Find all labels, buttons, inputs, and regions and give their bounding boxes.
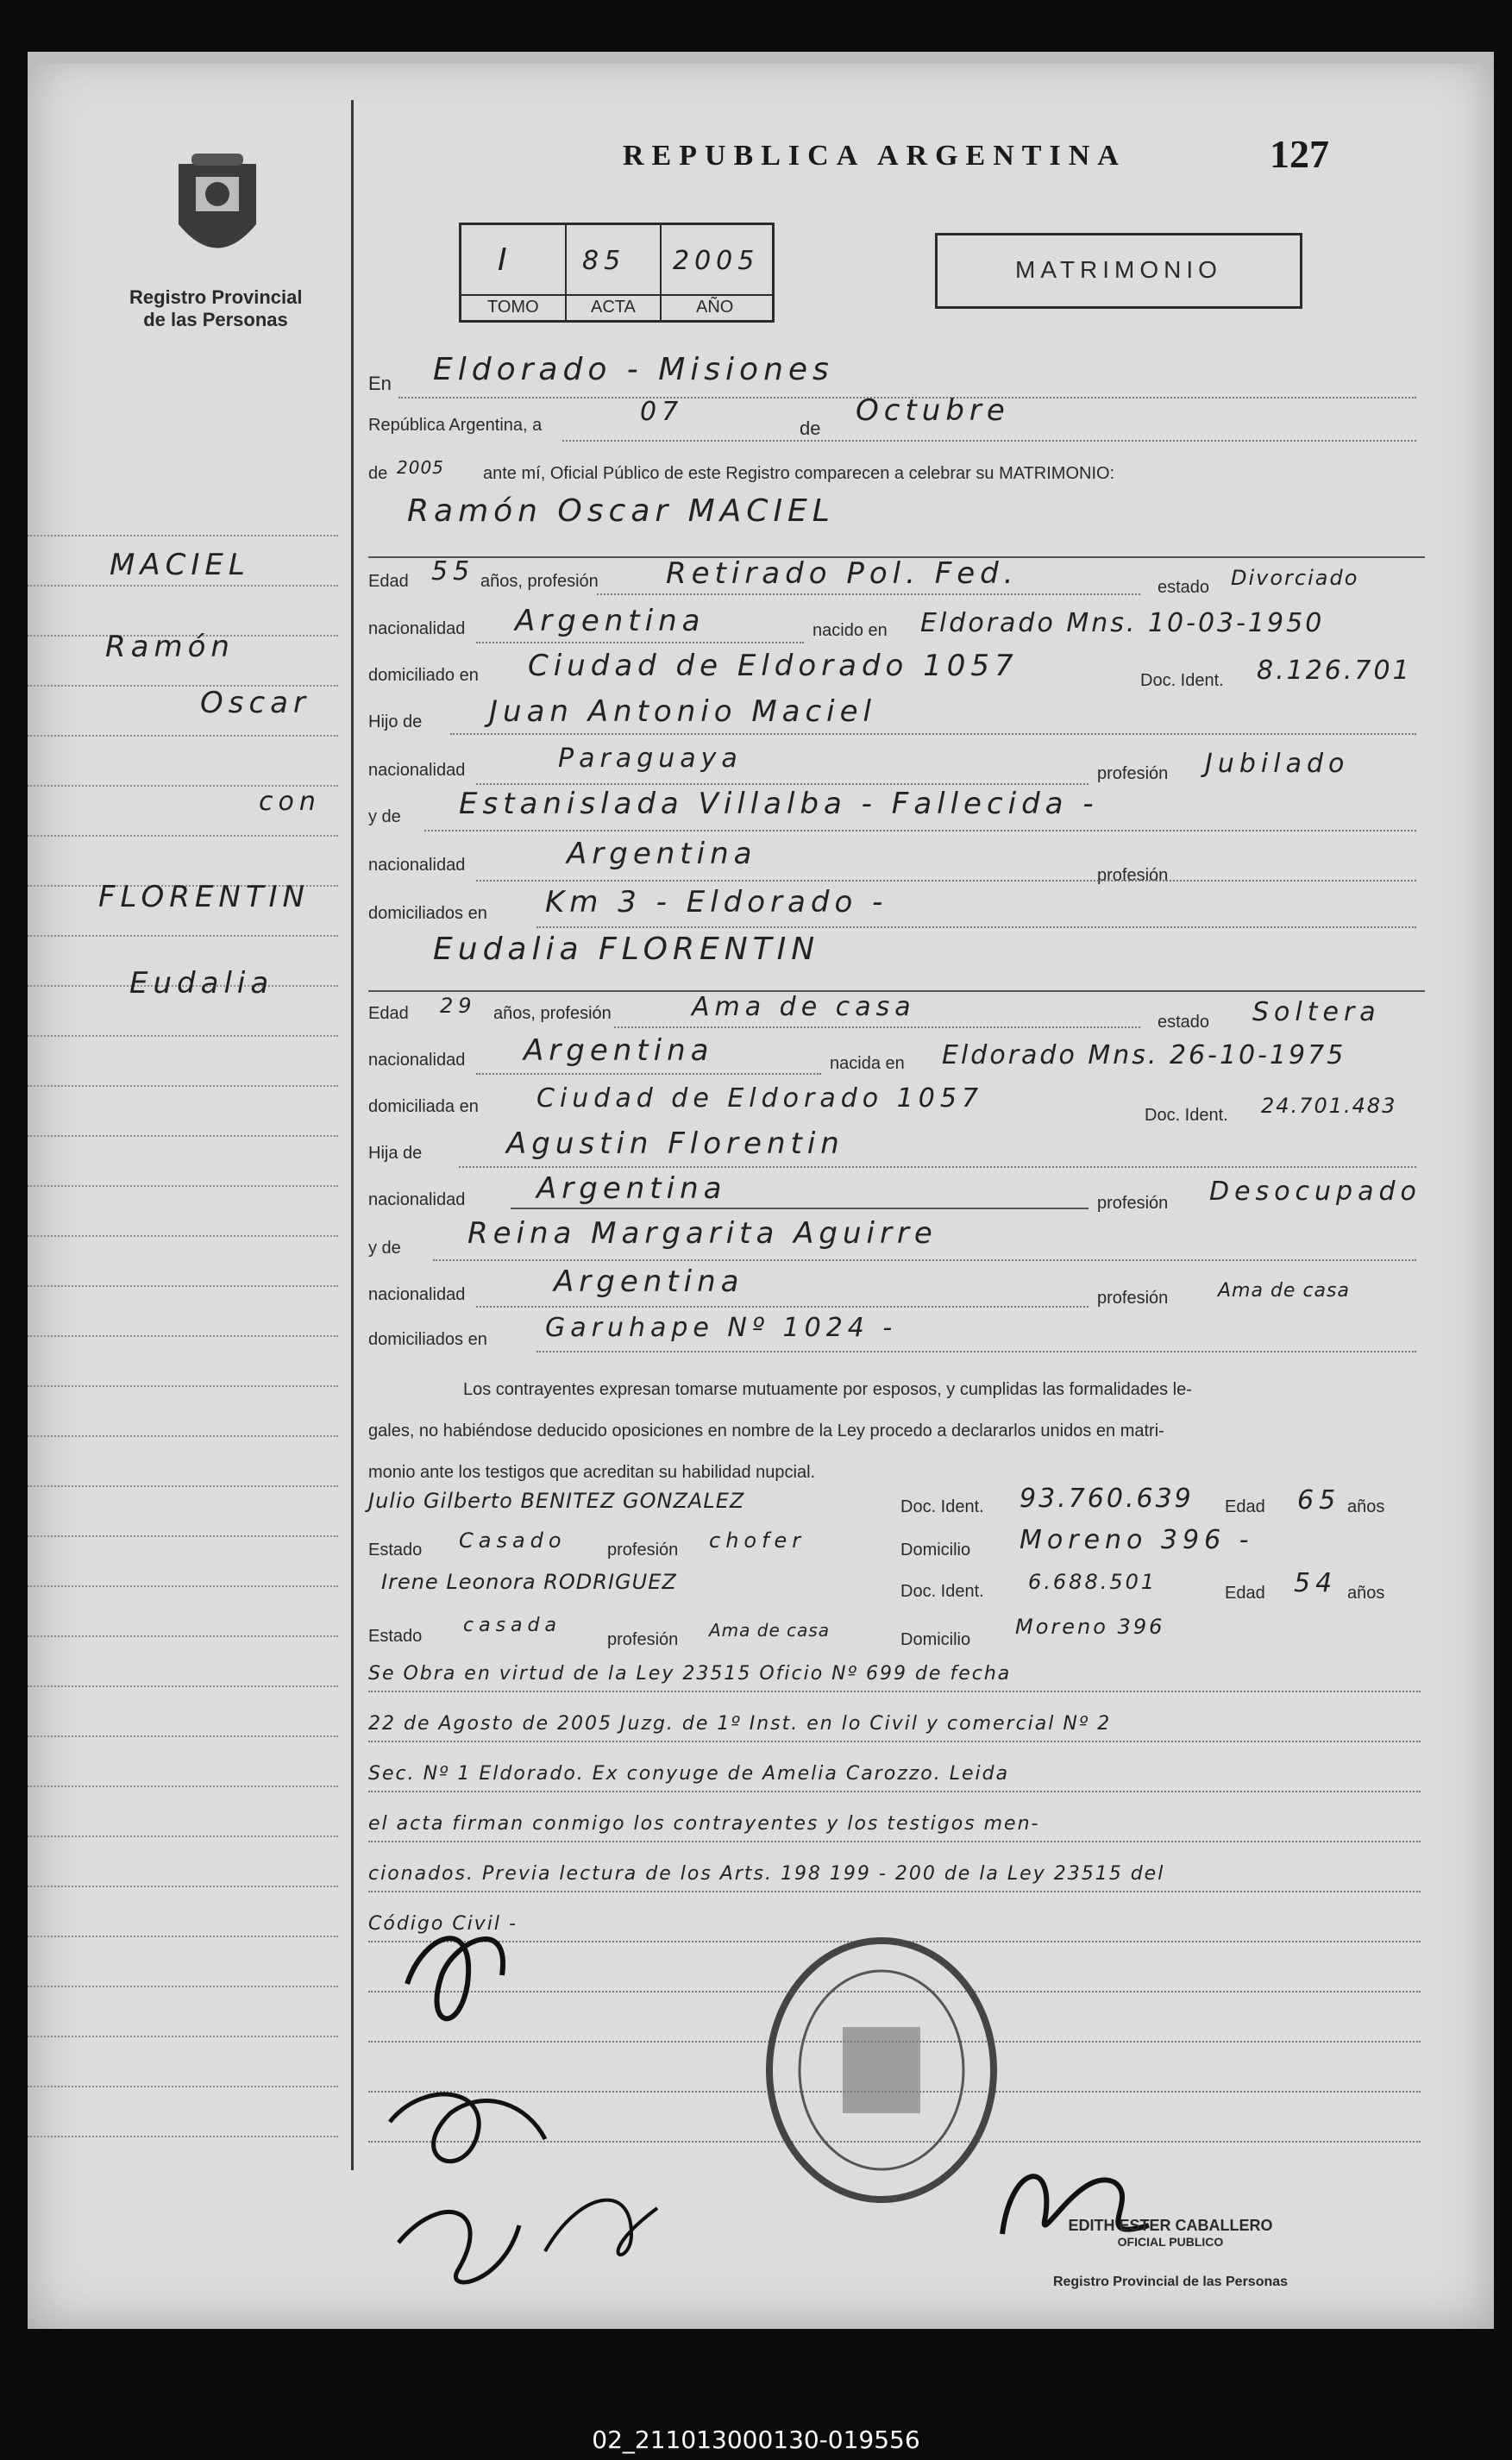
officer-office: Registro Provincial de las Personas (1052, 2275, 1289, 2289)
groom-profession: Retirado Pol. Fed. (666, 556, 1019, 591)
record-box (459, 223, 775, 323)
bride-profession: Ama de casa (692, 992, 916, 1022)
day-value: 07 (640, 397, 684, 427)
bride-estado: Soltera (1252, 997, 1381, 1027)
domiciliados-label: domiciliados en (368, 1330, 487, 1349)
estado-label: estado (1158, 1013, 1210, 1032)
signatures-icon (373, 1880, 700, 2329)
witness1-doc: 93.760.639 (1020, 1484, 1194, 1514)
nacionalidad-label: nacionalidad (368, 1051, 466, 1070)
bride-doc: 24.701.483 (1261, 1094, 1397, 1118)
nacionalidad-label: nacionalidad (368, 856, 466, 875)
profesion-label: profesión (1097, 1289, 1169, 1308)
groom-father: Juan Antonio Maciel (489, 694, 876, 729)
margin-surname-1: MACIEL (110, 548, 250, 582)
hija-label: Hija de (368, 1144, 423, 1163)
groom-mother-nationality: Argentina (567, 837, 757, 871)
witness2-address: Moreno 396 (1015, 1615, 1165, 1639)
edad-label: Edad (1225, 1497, 1265, 1516)
bride-mother-nationality: Argentina (554, 1265, 744, 1299)
witness2-name: Irene Leonora RODRIGUEZ (381, 1570, 677, 1594)
bride-address: Ciudad de Eldorado 1057 (536, 1083, 984, 1114)
nacionalidad-label: nacionalidad (368, 1285, 466, 1304)
declaration-line-1: Los contrayentes expresan tomarse mutuamente por esposos, y cumplidas las formalidades le- (463, 1380, 1192, 1399)
doc-label: Doc. Ident. (900, 1497, 984, 1516)
margin-surname-2: FLORENTIN (98, 880, 310, 914)
acta-label: ACTA (591, 298, 636, 317)
year-value: 2005 (397, 457, 444, 478)
nacido-label: nacido en (812, 621, 888, 640)
witness2-profession: Ama de casa (709, 1620, 831, 1641)
bride-age: 29 (440, 994, 477, 1018)
groom-address: Ciudad de Eldorado 1057 (528, 649, 1019, 683)
margin-con: con (259, 787, 321, 817)
official-seal-icon (761, 1932, 1002, 2208)
bride-nationality: Argentina (524, 1033, 714, 1068)
groom-estado: Divorciado (1231, 566, 1359, 590)
groom-father-profession: Jubilado (1205, 749, 1350, 779)
bride-mother: Reina Margarita Aguirre (467, 1216, 938, 1251)
declaration-line-3: monio ante los testigos que acreditan su habilidad nupcial. (368, 1463, 816, 1482)
bride-name: Eudalia FLORENTIN (433, 932, 820, 967)
doc-label: Doc. Ident. (1140, 671, 1224, 690)
doc-label: Doc. Ident. (900, 1582, 984, 1601)
note-line: Sec. Nº 1 Eldorado. Ex conyuge de Amelia Carozzo. Leida (368, 1763, 1010, 1785)
doc-label: Doc. Ident. (1145, 1106, 1228, 1125)
estado-label: Estado (368, 1541, 423, 1559)
image-id-caption: 02_211013000130-019556 (592, 2425, 920, 2454)
note-line: el acta firman conmigo los contrayentes y los testigos men- (368, 1813, 1040, 1835)
margin-given-1a: Ramón (105, 630, 235, 664)
officer-stamp (1015, 2217, 1326, 2290)
note-line: Código Civil - (368, 1913, 518, 1935)
note-line: Se Obra en virtud de la Ley 23515 Oficio Nº 699 de fecha (368, 1663, 1012, 1685)
type-box (935, 233, 1302, 309)
type-label: MATRIMONIO (1015, 256, 1222, 283)
yde-label: y de (368, 807, 401, 826)
nacionalidad-label: nacionalidad (368, 619, 466, 638)
month-value: Octubre (856, 393, 1010, 428)
document-page (28, 52, 1494, 2329)
profesion-label: años, profesión (480, 572, 599, 591)
groom-name: Ramón Oscar MACIEL (407, 493, 835, 529)
page-edge (28, 52, 1494, 64)
profesion-label: profesión (1097, 764, 1169, 783)
bride-father: Agustin Florentin (506, 1126, 844, 1161)
note-line: 22 de Agosto de 2005 Juzg. de 1º Inst. en lo Civil y comercial Nº 2 (368, 1713, 1112, 1735)
bride-father-nationality: Argentina (536, 1171, 727, 1206)
domiciliados-label: domiciliados en (368, 904, 487, 923)
page-number: 127 (1270, 132, 1329, 176)
intro-text: ante mí, Oficial Público de este Registro comparecen a celebrar su MATRIMONIO: (483, 464, 1115, 483)
tomo-label: TOMO (487, 298, 539, 317)
domiciliada-label: domiciliada en (368, 1097, 479, 1116)
de-label: de (800, 417, 821, 439)
domicilio-label: Domicilio (900, 1541, 971, 1559)
nacionalidad-label: nacionalidad (368, 1190, 466, 1209)
estado-label: estado (1158, 578, 1210, 597)
edad-label: Edad (1225, 1584, 1265, 1603)
witness1-age: 65 (1297, 1485, 1341, 1516)
anio-label: AÑO (696, 298, 734, 317)
witness1-estado: Casado (459, 1528, 567, 1553)
profesion-label: profesión (607, 1541, 679, 1559)
bride-birth: Eldorado Mns. 26-10-1975 (942, 1040, 1346, 1070)
yde-label: y de (368, 1239, 401, 1258)
groom-mother: Estanislada Villalba - Fallecida - (459, 787, 1099, 821)
witness1-profession: chofer (709, 1528, 806, 1553)
domiciliado-label: domiciliado en (368, 666, 479, 685)
domicilio-label: Domicilio (900, 1630, 971, 1649)
estado-label: Estado (368, 1627, 423, 1646)
nacionalidad-label: nacionalidad (368, 761, 466, 780)
bride-mother-profession: Ama de casa (1218, 1280, 1350, 1302)
edad-label: Edad (368, 1004, 409, 1023)
republica-label: República Argentina, a (368, 416, 543, 435)
witness1-name: Julio Gilberto BENITEZ GONZALEZ (368, 1489, 745, 1513)
edad-label: Edad (368, 572, 409, 591)
country-title: REPUBLICA ARGENTINA (623, 140, 1126, 172)
witness2-doc: 6.688.501 (1028, 1570, 1158, 1594)
anos-label: años (1347, 1584, 1385, 1603)
bride-parents-address: Garuhape Nº 1024 - (545, 1313, 898, 1343)
declaration-line-2: gales, no habiéndose deducido oposiciones en nombre de la Ley procedo a declararlos unidos en matri- (368, 1421, 1164, 1440)
profesion-label: profesión (1097, 1194, 1169, 1213)
acta-value: 85 (582, 246, 626, 276)
margin-given-2: Eudalia (129, 966, 274, 1001)
anos-label: años (1347, 1497, 1385, 1516)
place-value: Eldorado - Misiones (433, 352, 834, 387)
groom-age: 55 (431, 556, 475, 587)
coat-of-arms-icon (161, 147, 273, 276)
margin-given-1b: Oscar (200, 686, 311, 720)
profesion-label: años, profesión (493, 1004, 612, 1023)
nacida-label: nacida en (830, 1054, 905, 1073)
margin-rule (351, 100, 354, 2170)
profesion-label: profesión (1097, 866, 1169, 885)
profesion-label: profesión (607, 1630, 679, 1649)
officer-name: EDITH ESTER CABALLERO (1068, 2217, 1273, 2234)
officer-title: OFICIAL PUBLICO (1117, 2235, 1224, 2249)
anio-value: 2005 (673, 246, 760, 276)
groom-doc: 8.126.701 (1257, 656, 1412, 686)
groom-father-nationality: Paraguaya (558, 744, 743, 774)
groom-birth: Eldorado Mns. 10-03-1950 (920, 608, 1325, 638)
en-label: En (368, 373, 392, 394)
groom-nationality: Argentina (515, 604, 706, 638)
witness2-estado: casada (463, 1615, 562, 1636)
groom-parents-address: Km 3 - Eldorado - (545, 885, 888, 919)
bride-father-profession: Desocupado (1209, 1177, 1421, 1207)
tomo-value: I (498, 242, 512, 278)
note-line: cionados. Previa lectura de los Arts. 198 199 - 200 de la Ley 23515 del (368, 1863, 1165, 1885)
witness2-age: 54 (1294, 1568, 1338, 1598)
hijo-label: Hijo de (368, 712, 423, 731)
registry-name: Registro Provincial de las Personas (129, 286, 303, 330)
witness1-address: Moreno 396 - (1020, 1525, 1254, 1555)
de2-label: de (368, 464, 388, 483)
